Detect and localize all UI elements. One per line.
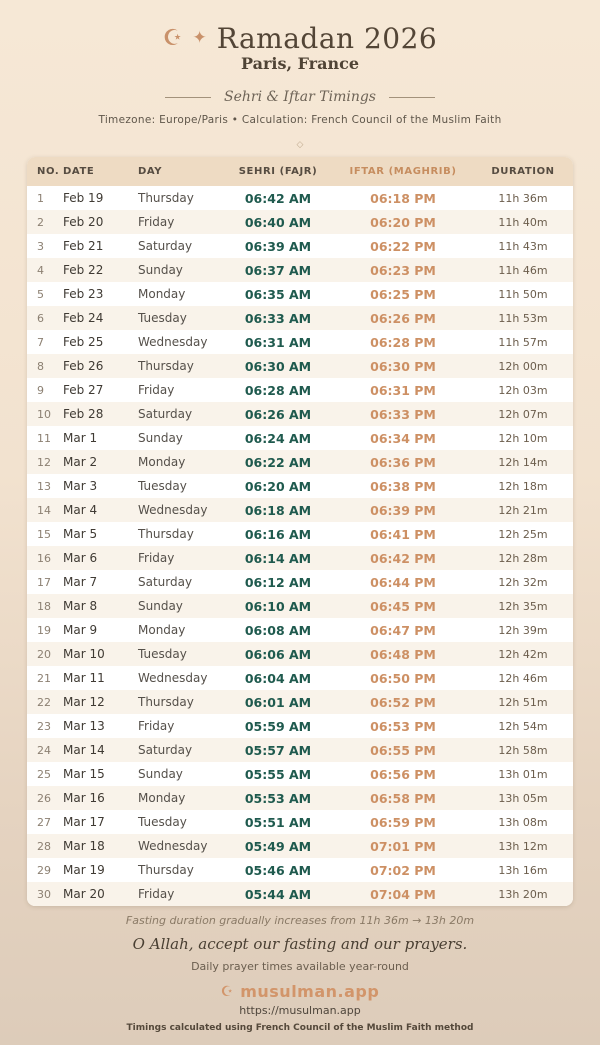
- row-day: Tuesday: [138, 647, 187, 662]
- row-duration: 12h 00m: [498, 359, 548, 373]
- row-day: Thursday: [138, 863, 194, 878]
- row-date: Feb 24: [63, 311, 104, 326]
- row-number: 7: [37, 335, 44, 349]
- row-sehri-time: 05:59 AM: [244, 718, 312, 734]
- row-sehri-time: 06:31 AM: [244, 334, 312, 350]
- row-date: Mar 3: [63, 479, 98, 494]
- row-iftar-time: 07:04 PM: [370, 886, 436, 902]
- row-iftar-time: 06:20 PM: [370, 214, 436, 230]
- row-iftar-time: 06:52 PM: [370, 694, 436, 710]
- row-duration: 11h 36m: [498, 191, 548, 205]
- row-day: Friday: [138, 215, 175, 230]
- row-duration: 12h 58m: [498, 743, 548, 757]
- row-duration: 12h 32m: [498, 575, 548, 589]
- row-iftar-time: 07:01 PM: [370, 838, 436, 854]
- row-sehri-time: 06:40 AM: [244, 214, 312, 230]
- decorative-line-left: [165, 97, 211, 98]
- table-row: [27, 882, 573, 906]
- row-duration: 13h 01m: [498, 767, 548, 781]
- column-header-sehri: SEHRI (FAJR): [223, 157, 333, 186]
- row-iftar-time: 06:31 PM: [370, 382, 436, 398]
- table-row: [27, 714, 573, 738]
- dua-quote: O Allah, accept our fasting and our prayers.: [132, 935, 468, 954]
- row-date: Mar 19: [63, 863, 105, 878]
- row-number: 10: [37, 407, 51, 421]
- row-sehri-time: 06:16 AM: [244, 526, 312, 542]
- row-sehri-time: 06:14 AM: [244, 550, 312, 566]
- section-subtitle: Sehri & Iftar Timings: [224, 89, 376, 106]
- table-row: [27, 738, 573, 762]
- table-row: [27, 858, 573, 882]
- row-date: Mar 16: [63, 791, 105, 806]
- timezone-calculation-meta: Timezone: Europe/Paris • Calculation: French Council of the Muslim Faith: [98, 114, 502, 127]
- row-iftar-time: 06:23 PM: [370, 262, 436, 278]
- timings-table: [27, 157, 573, 906]
- row-duration: 12h 18m: [498, 479, 548, 493]
- row-sehri-time: 06:10 AM: [244, 598, 312, 614]
- row-day: Monday: [138, 455, 186, 470]
- row-iftar-time: 06:26 PM: [370, 310, 436, 326]
- calculation-method-note: Timings calculated using French Council of the Muslim Faith method: [126, 1023, 474, 1034]
- row-sehri-time: 05:51 AM: [244, 814, 312, 830]
- row-day: Thursday: [138, 527, 194, 542]
- row-day: Monday: [138, 623, 186, 638]
- row-day: Friday: [138, 383, 175, 398]
- row-iftar-time: 06:18 PM: [370, 190, 436, 206]
- row-number: 6: [37, 311, 44, 325]
- row-number: 22: [37, 695, 51, 709]
- row-date: Mar 10: [63, 647, 105, 662]
- row-day: Saturday: [138, 407, 193, 422]
- row-day: Friday: [138, 551, 175, 566]
- brand-crescent-icon: ☪: [220, 983, 234, 1000]
- row-day: Wednesday: [138, 503, 208, 518]
- row-iftar-time: 06:42 PM: [370, 550, 436, 566]
- row-day: Saturday: [138, 743, 193, 758]
- row-iftar-time: 06:59 PM: [370, 814, 436, 830]
- row-sehri-time: 06:37 AM: [244, 262, 312, 278]
- row-number: 14: [37, 503, 51, 517]
- row-duration: 12h 39m: [498, 623, 548, 637]
- row-duration: 12h 54m: [498, 719, 548, 733]
- row-duration: 13h 20m: [498, 887, 548, 901]
- row-number: 29: [37, 863, 51, 877]
- row-date: Mar 1: [63, 431, 98, 446]
- row-iftar-time: 06:25 PM: [370, 286, 436, 302]
- table-row: [27, 618, 573, 642]
- row-sehri-time: 06:26 AM: [244, 406, 312, 422]
- row-number: 15: [37, 527, 51, 541]
- row-iftar-time: 06:50 PM: [370, 670, 436, 686]
- table-header-row: [27, 157, 573, 186]
- row-date: Mar 5: [63, 527, 98, 542]
- row-number: 9: [37, 383, 44, 397]
- column-header-no: NO.: [27, 157, 63, 186]
- table-row: [27, 786, 573, 810]
- row-duration: 12h 25m: [498, 527, 548, 541]
- row-number: 19: [37, 623, 51, 637]
- column-header-iftar: IFTAR (MAGHRIB): [333, 157, 473, 186]
- row-date: Mar 13: [63, 719, 105, 734]
- row-date: Mar 17: [63, 815, 105, 830]
- row-sehri-time: 06:04 AM: [244, 670, 312, 686]
- row-iftar-time: 06:28 PM: [370, 334, 436, 350]
- table-row: [27, 570, 573, 594]
- row-duration: 11h 53m: [498, 311, 548, 325]
- row-day: Sunday: [138, 599, 183, 614]
- row-date: Mar 9: [63, 623, 98, 638]
- page-header: [0, 0, 600, 150]
- row-sehri-time: 06:08 AM: [244, 622, 312, 638]
- row-number: 23: [37, 719, 51, 733]
- row-duration: 11h 43m: [498, 239, 548, 253]
- row-day: Sunday: [138, 767, 183, 782]
- row-day: Saturday: [138, 575, 193, 590]
- row-date: Mar 20: [63, 887, 105, 902]
- row-duration: 11h 57m: [498, 335, 548, 349]
- row-number: 2: [37, 215, 44, 229]
- row-date: Feb 19: [63, 191, 104, 206]
- sparkle-icon: ✦: [192, 28, 207, 49]
- row-duration: 12h 28m: [498, 551, 548, 565]
- row-iftar-time: 06:48 PM: [370, 646, 436, 662]
- row-iftar-time: 06:33 PM: [370, 406, 436, 422]
- row-duration: 13h 12m: [498, 839, 548, 853]
- row-sehri-time: 06:24 AM: [244, 430, 312, 446]
- row-duration: 12h 14m: [498, 455, 548, 469]
- table-row: [27, 426, 573, 450]
- row-day: Friday: [138, 887, 175, 902]
- row-date: Feb 27: [63, 383, 104, 398]
- row-date: Mar 8: [63, 599, 98, 614]
- table-row: [27, 762, 573, 786]
- row-sehri-time: 06:22 AM: [244, 454, 312, 470]
- table-row: [27, 306, 573, 330]
- row-date: Feb 25: [63, 335, 104, 350]
- table-row: [27, 498, 573, 522]
- row-iftar-time: 06:38 PM: [370, 478, 436, 494]
- row-number: 21: [37, 671, 51, 685]
- brand-url: https://musulman.app: [239, 1004, 361, 1018]
- row-number: 11: [37, 431, 51, 445]
- brand-name: musulman.app: [240, 982, 380, 1002]
- row-number: 3: [37, 239, 44, 253]
- row-date: Mar 18: [63, 839, 105, 854]
- row-date: Mar 2: [63, 455, 98, 470]
- row-sehri-time: 05:49 AM: [244, 838, 312, 854]
- row-number: 24: [37, 743, 51, 757]
- diamond-divider-icon: ◇: [296, 140, 304, 151]
- fasting-duration-note: Fasting duration gradually increases from 11h 36m → 13h 20m: [125, 914, 475, 928]
- row-sehri-time: 05:57 AM: [244, 742, 312, 758]
- row-sehri-time: 06:06 AM: [244, 646, 312, 662]
- row-day: Monday: [138, 791, 186, 806]
- table-row: [27, 210, 573, 234]
- row-day: Friday: [138, 719, 175, 734]
- row-iftar-time: 06:47 PM: [370, 622, 436, 638]
- row-day: Tuesday: [138, 479, 187, 494]
- row-sehri-time: 06:20 AM: [244, 478, 312, 494]
- row-day: Tuesday: [138, 311, 187, 326]
- row-day: Wednesday: [138, 671, 208, 686]
- timings-table-card: [27, 157, 573, 906]
- row-date: Feb 22: [63, 263, 104, 278]
- row-day: Wednesday: [138, 839, 208, 854]
- decorative-line-right: [389, 97, 435, 98]
- row-date: Mar 15: [63, 767, 105, 782]
- row-duration: 11h 40m: [498, 215, 548, 229]
- row-number: 12: [37, 455, 51, 469]
- row-iftar-time: 06:56 PM: [370, 766, 436, 782]
- row-number: 28: [37, 839, 51, 853]
- row-sehri-time: 06:28 AM: [244, 382, 312, 398]
- row-sehri-time: 05:44 AM: [244, 886, 312, 902]
- row-day: Sunday: [138, 431, 183, 446]
- row-date: Feb 20: [63, 215, 104, 230]
- row-duration: 11h 50m: [498, 287, 548, 301]
- row-number: 26: [37, 791, 51, 805]
- table-row: [27, 378, 573, 402]
- row-duration: 13h 16m: [498, 863, 548, 877]
- row-duration: 11h 46m: [498, 263, 548, 277]
- row-date: Feb 28: [63, 407, 104, 422]
- row-number: 27: [37, 815, 51, 829]
- row-duration: 12h 03m: [498, 383, 548, 397]
- row-day: Thursday: [138, 695, 194, 710]
- row-day: Thursday: [138, 191, 194, 206]
- row-iftar-time: 06:58 PM: [370, 790, 436, 806]
- column-header-day: DAY: [138, 157, 223, 186]
- location-subtitle: Paris, France: [240, 54, 360, 74]
- column-header-duration: DURATION: [473, 157, 573, 186]
- row-duration: 12h 21m: [498, 503, 548, 517]
- row-date: Feb 21: [63, 239, 104, 254]
- row-iftar-time: 06:55 PM: [370, 742, 436, 758]
- row-sehri-time: 06:30 AM: [244, 358, 312, 374]
- row-number: 17: [37, 575, 51, 589]
- row-day: Thursday: [138, 359, 194, 374]
- row-iftar-time: 06:39 PM: [370, 502, 436, 518]
- table-row: [27, 402, 573, 426]
- page-title: Ramadan 2026: [216, 22, 438, 55]
- row-date: Mar 4: [63, 503, 98, 518]
- row-day: Monday: [138, 287, 186, 302]
- table-row: [27, 834, 573, 858]
- page-footer: [0, 914, 600, 1033]
- row-iftar-time: 06:36 PM: [370, 454, 436, 470]
- row-iftar-time: 06:44 PM: [370, 574, 436, 590]
- row-iftar-time: 06:30 PM: [370, 358, 436, 374]
- title-row: [0, 24, 600, 53]
- table-row: [27, 450, 573, 474]
- row-sehri-time: 05:53 AM: [244, 790, 312, 806]
- table-row: [27, 594, 573, 618]
- table-row: [27, 258, 573, 282]
- row-iftar-time: 06:34 PM: [370, 430, 436, 446]
- row-number: 25: [37, 767, 51, 781]
- row-number: 20: [37, 647, 51, 661]
- row-iftar-time: 06:41 PM: [370, 526, 436, 542]
- row-sehri-time: 06:39 AM: [244, 238, 312, 254]
- row-duration: 12h 35m: [498, 599, 548, 613]
- table-row: [27, 690, 573, 714]
- table-row: [27, 810, 573, 834]
- row-iftar-time: 06:45 PM: [370, 598, 436, 614]
- row-duration: 12h 42m: [498, 647, 548, 661]
- row-date: Feb 26: [63, 359, 104, 374]
- row-number: 13: [37, 479, 51, 493]
- table-row: [27, 642, 573, 666]
- table-row: [27, 354, 573, 378]
- row-number: 4: [37, 263, 44, 277]
- row-date: Mar 11: [63, 671, 105, 686]
- row-iftar-time: 07:02 PM: [370, 862, 436, 878]
- row-day: Tuesday: [138, 815, 187, 830]
- table-row: [27, 522, 573, 546]
- row-number: 18: [37, 599, 51, 613]
- brand-row: [0, 982, 600, 1001]
- row-sehri-time: 05:46 AM: [244, 862, 312, 878]
- column-header-date: DATE: [63, 157, 138, 186]
- table-row: [27, 546, 573, 570]
- row-number: 8: [37, 359, 44, 373]
- row-iftar-time: 06:53 PM: [370, 718, 436, 734]
- row-number: 30: [37, 887, 51, 901]
- row-sehri-time: 06:18 AM: [244, 502, 312, 518]
- table-row: [27, 474, 573, 498]
- row-duration: 12h 07m: [498, 407, 548, 421]
- availability-note: Daily prayer times available year-round: [191, 960, 409, 974]
- row-sehri-time: 06:01 AM: [244, 694, 312, 710]
- row-duration: 13h 08m: [498, 815, 548, 829]
- row-sehri-time: 06:42 AM: [244, 190, 312, 206]
- row-date: Feb 23: [63, 287, 104, 302]
- row-date: Mar 12: [63, 695, 105, 710]
- row-day: Wednesday: [138, 335, 208, 350]
- row-duration: 13h 05m: [498, 791, 548, 805]
- row-day: Saturday: [138, 239, 193, 254]
- row-number: 1: [37, 191, 44, 205]
- row-date: Mar 6: [63, 551, 98, 566]
- row-sehri-time: 06:35 AM: [244, 286, 312, 302]
- table-row: [27, 282, 573, 306]
- row-number: 5: [37, 287, 44, 301]
- table-row: [27, 666, 573, 690]
- row-number: 16: [37, 551, 51, 565]
- row-sehri-time: 06:12 AM: [244, 574, 312, 590]
- row-sehri-time: 05:55 AM: [244, 766, 312, 782]
- section-subtitle-row: [0, 89, 600, 105]
- row-iftar-time: 06:22 PM: [370, 238, 436, 254]
- table-row: [27, 330, 573, 354]
- row-date: Mar 14: [63, 743, 105, 758]
- row-day: Sunday: [138, 263, 183, 278]
- table-row: [27, 186, 573, 210]
- row-date: Mar 7: [63, 575, 98, 590]
- crescent-moon-icon: ☪: [162, 25, 183, 51]
- table-row: [27, 234, 573, 258]
- row-duration: 12h 46m: [498, 671, 548, 685]
- row-sehri-time: 06:33 AM: [244, 310, 312, 326]
- row-duration: 12h 10m: [498, 431, 548, 445]
- row-duration: 12h 51m: [498, 695, 548, 709]
